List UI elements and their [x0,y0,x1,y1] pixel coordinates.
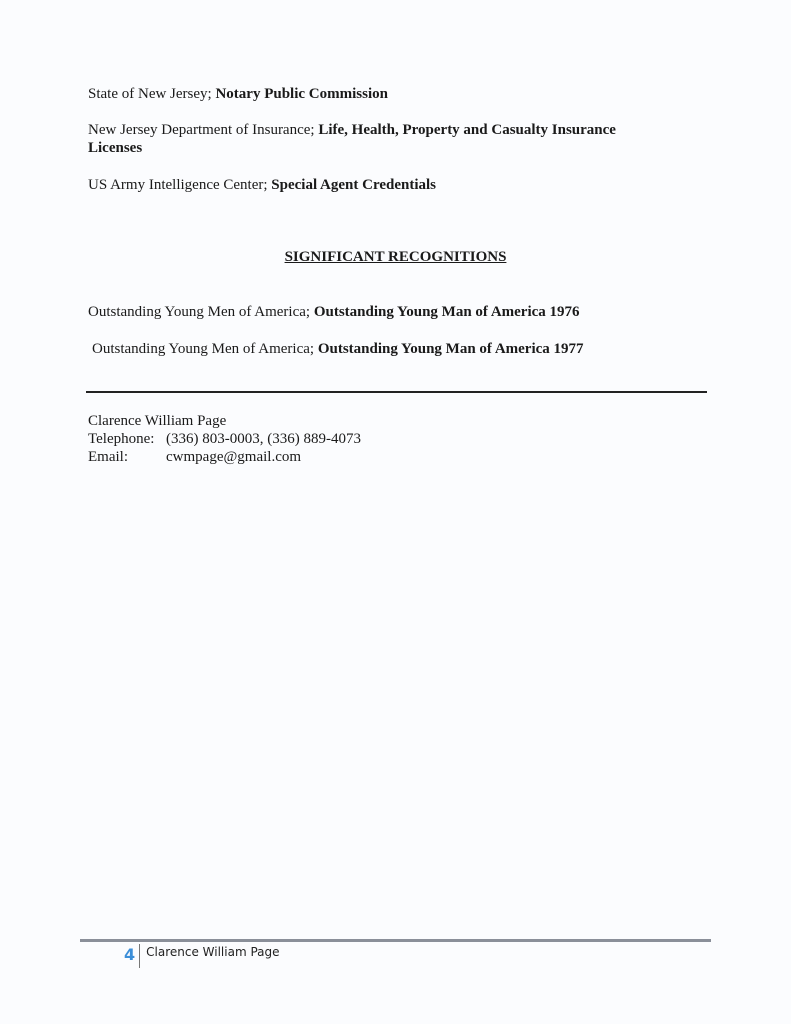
section-divider [86,391,707,393]
credential-notary [88,85,688,103]
credential-title: Life, Health, Property and Casualty Insurance Licenses [88,122,616,156]
section-heading-recognitions: SIGNIFICANT RECOGNITIONS [284,249,507,265]
footer-divider [80,939,711,942]
recognition-award: Outstanding Young Man of America 1976 [313,304,580,320]
contact-name: Clarence William Page [88,413,227,429]
recognition-1977 [92,340,692,358]
credential-title: Special Agent Credentials [271,177,437,193]
credential-issuer: US Army Intelligence Center; [88,177,268,193]
recognition-award: Outstanding Young Man of America 1977 [317,341,584,357]
credential-issuer: State of New Jersey; [88,86,212,102]
credential-insurance [88,121,668,157]
contact-email-row [88,448,361,466]
credential-issuer: New Jersey Department of Insurance; [88,122,315,138]
footer-author-name: Clarence William Page [146,945,280,959]
page-number: 4 [124,945,136,964]
footer-separator [139,944,140,968]
credential-army [88,176,688,194]
contact-block [88,412,361,466]
email-label: Email: [88,449,128,465]
credential-title: Notary Public Commission [215,86,388,102]
email-value: cwmpage@gmail.com [166,449,302,465]
telephone-label: Telephone: [88,431,155,447]
recognition-1976 [88,303,688,321]
telephone-value: (336) 803-0003, (336) 889-4073 [166,431,361,447]
page-footer [124,944,280,968]
recognition-org: Outstanding Young Men of America; [92,341,315,357]
contact-telephone-row [88,430,361,448]
recognition-org: Outstanding Young Men of America; [88,304,311,320]
